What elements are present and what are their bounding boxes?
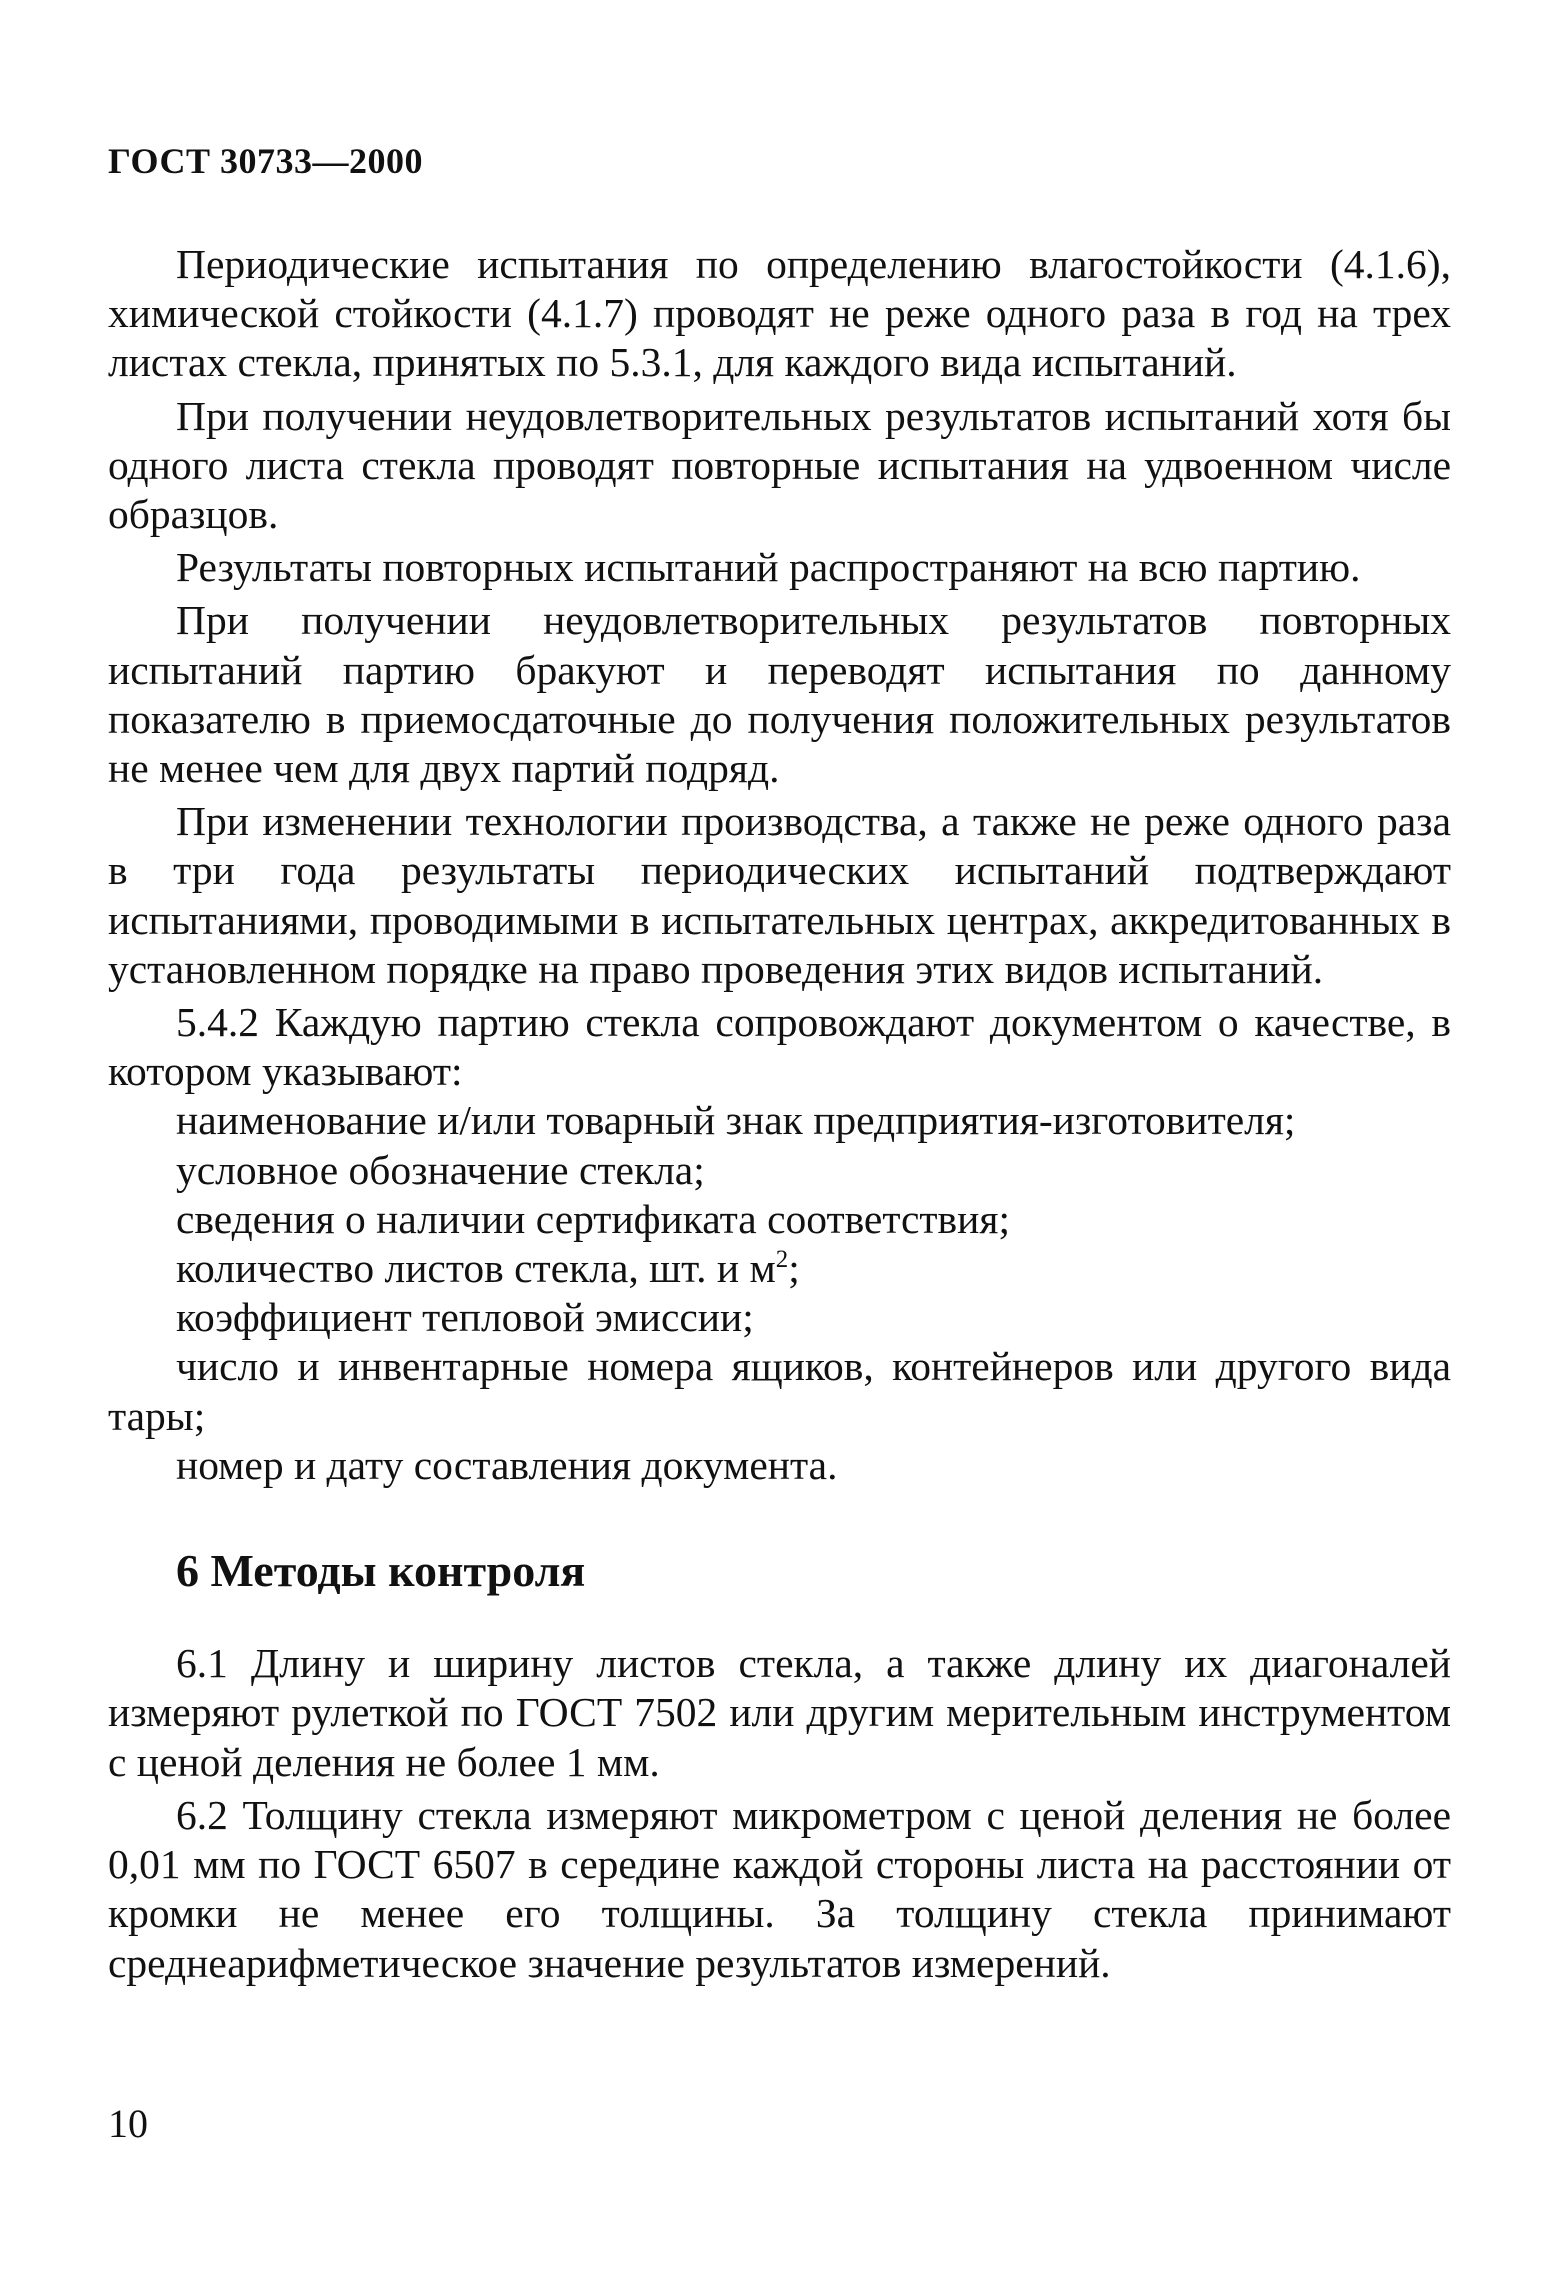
- document-body: [108, 240, 1451, 1988]
- paragraph: 6.1 Длину и ширину листов стекла, а также длину их диагоналей измеряют рулеткой по ГОСТ 7502 или другим мерительным инструментом с ценой деления не более 1 мм.: [108, 1640, 1451, 1785]
- list-item: коэффициент тепловой эмиссии;: [176, 1294, 754, 1341]
- list-item-text: количество листов стекла, шт. и м: [176, 1245, 776, 1292]
- list-item: [108, 1244, 1451, 1293]
- paragraph: 6.2 Толщину стекла измеряют микрометром с ценой деления не более 0,01 мм по ГОСТ 6507 в середине каждой стороны листа на расстоянии от кромки не менее его толщины. За толщину стекла принимают среднеарифметическое значение результатов измерений.: [108, 1791, 1451, 1986]
- list-item-tail: ;: [788, 1245, 800, 1292]
- paragraph: При получении неудовлетворительных результатов повторных испытаний партию бракуют и переводят испытания по данному показателю в приемосдаточные до получения положительных результатов не менее чем для двух партий подряд.: [108, 597, 1451, 792]
- list-item: число и инвентарные номера ящиков, контейнеров или другого вида тары;: [108, 1343, 1451, 1439]
- paragraph: Периодические испытания по определению влагостойкости (4.1.6), химической стойкости (4.1.7) проводят не реже одного раза в год на трех листах стекла, принятых по 5.3.1, для каждого вида испытаний.: [108, 241, 1451, 386]
- list-item: номер и дату составления документа.: [176, 1441, 838, 1488]
- document-header: ГОСТ 30733—2000: [108, 141, 423, 181]
- paragraph: При получении неудовлетворительных результатов испытаний хотя бы одного листа стекла проводят повторные испытания на удвоенном числе образцов.: [108, 392, 1451, 538]
- section-title: 6 Методы контроля: [176, 1545, 586, 1597]
- paragraph: При изменении технологии производства, а также не реже одного раза в три года результаты периодических испытаний подтверждают испытаниями, проводимыми в испытательных центрах, аккредитованных в установленном порядке на право проведения этих видов испытаний.: [108, 798, 1451, 992]
- paragraph: Результаты повторных испытаний распространяют на всю партию.: [176, 544, 1361, 591]
- list-item: условное обозначение стекла;: [176, 1146, 705, 1193]
- page-number: 10: [108, 2101, 148, 2146]
- document-info-list: [108, 1096, 1451, 1490]
- list-item: сведения о наличии сертификата соответствия;: [176, 1195, 1010, 1242]
- paragraph: 5.4.2 Каждую партию стекла сопровождают документом о качестве, в котором указывают:: [108, 999, 1451, 1095]
- list-item: наименование и/или товарный знак предприятия-изготовителя;: [176, 1097, 1296, 1144]
- superscript: 2: [775, 1246, 789, 1274]
